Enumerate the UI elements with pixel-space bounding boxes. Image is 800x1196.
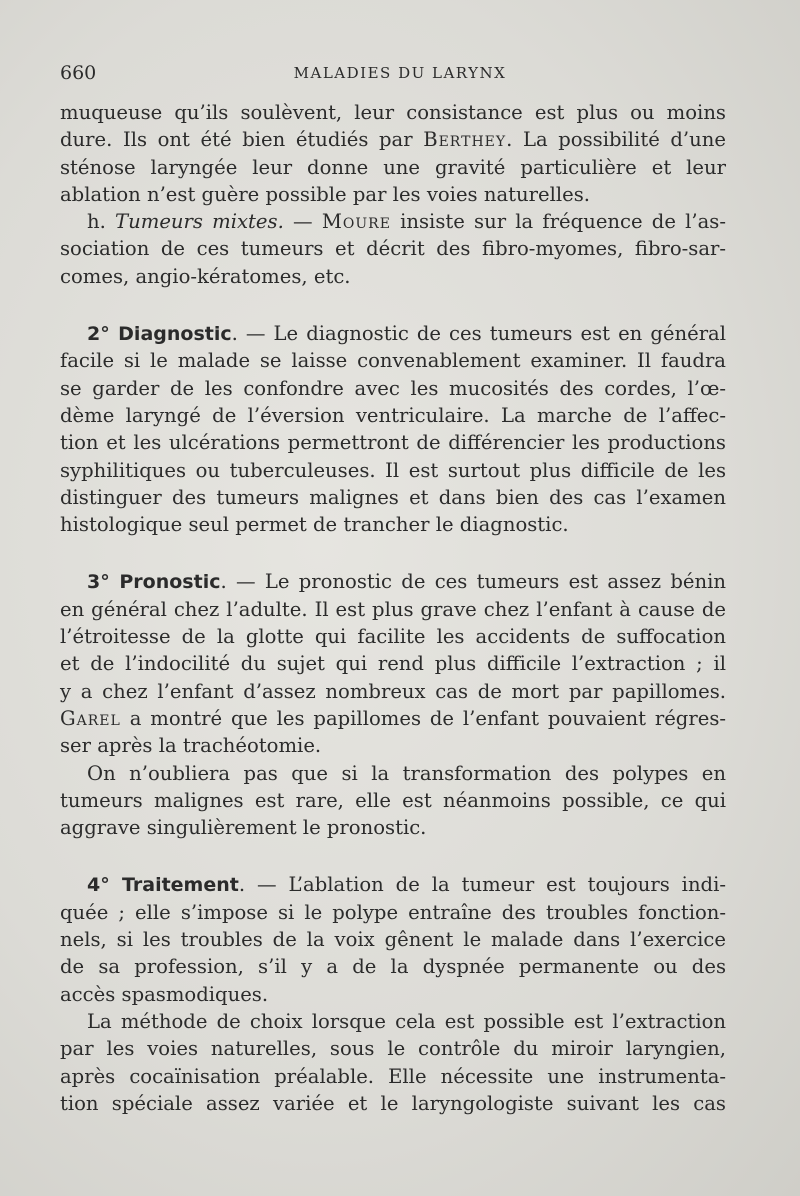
- section-pronostic: [60, 568, 726, 595]
- text-line: tion et les ulcérations permettront de différencier les productions: [60, 431, 726, 455]
- text-line: ser après la trachéotomie.: [60, 734, 322, 758]
- text-run: . — L’ablation de la tumeur est toujours indi-: [238, 873, 726, 897]
- text-run: —: [283, 210, 322, 234]
- author-name: Moure: [321, 210, 391, 234]
- text-line: tion spéciale assez variée et le laryngologiste suivant les cas: [60, 1091, 726, 1115]
- section-heading: 3° Pronostic: [87, 571, 221, 594]
- text-line: nels, si les troubles de la voix gênent le malade dans l’exercice: [60, 928, 726, 952]
- text-line: histologique seul permet de trancher le diagnostic.: [60, 513, 569, 537]
- text-run: a montré que les papillomes de l’enfant pouvaient régres-: [120, 706, 726, 730]
- text-line: l’étroitesse de la glotte qui facilite les accidents de suffocation: [60, 625, 726, 649]
- text-line: muqueuse qu’ils soulèvent, leur consistance est plus ou moins: [60, 101, 726, 124]
- text-line: dème laryngé de l’éversion ventriculaire. La marche de l’affec-: [60, 403, 726, 427]
- section-heading: 2° Diagnostic: [87, 323, 232, 346]
- text-line: comes, angio-kératomes, etc.: [60, 264, 351, 288]
- text-line: accès spasmodiques.: [60, 982, 269, 1006]
- author-name: Berthey: [423, 128, 507, 152]
- text-line: par les voies naturelles, sous le contrôle du miroir laryngien,: [60, 1037, 726, 1061]
- running-head: MALADIES DU LARYNX: [293, 64, 507, 82]
- text-line: après cocaïnisation préalable. Elle nécessite une instrumenta-: [60, 1064, 726, 1088]
- text-line: [60, 126, 726, 153]
- page-header: [60, 62, 740, 86]
- subsection-title: Tumeurs mixtes.: [115, 210, 284, 234]
- text-line: distinguer des tumeurs malignes et dans bien des cas l’examen: [60, 485, 726, 509]
- text-line: y a chez l’enfant d’assez nombreux cas de mort par papillomes.: [60, 679, 726, 703]
- text-run: h.: [87, 210, 116, 234]
- text-run: dure. Ils ont été bien étudiés par: [60, 128, 424, 152]
- text-line: et de l’indocilité du sujet qui rend plus difficile l’extraction ; il: [60, 652, 726, 676]
- text-run: . La possibilité d’une: [506, 128, 726, 152]
- text-line: en général chez l’adulte. Il est plus grave chez l’enfant à cause de: [60, 597, 726, 621]
- text-line: tumeurs malignes est rare, elle est néanmoins possible, ce qui: [60, 788, 726, 812]
- text-line: quée ; elle s’impose si le polype entraîne des troubles fonction-: [60, 900, 726, 924]
- text-line: facile si le malade se laisse convenablement examiner. Il faudra: [60, 349, 726, 373]
- text-line: [60, 208, 726, 235]
- text-line: On n’oubliera pas que si la transformation des polypes en: [87, 761, 726, 785]
- page-number: 660: [60, 62, 97, 84]
- text-line: se garder de les confondre avec les mucosités des cordes, l’œ-: [60, 376, 726, 400]
- section-traitement: [60, 871, 726, 898]
- body-text: [60, 99, 726, 1117]
- author-name: Garel: [60, 706, 121, 730]
- section-diagnostic: [60, 320, 726, 347]
- text-line: La méthode de choix lorsque cela est possible est l’extraction: [87, 1009, 726, 1033]
- section-heading: 4° Traitement: [87, 874, 239, 897]
- text-run: . — Le diagnostic de ces tumeurs est en général: [231, 322, 727, 346]
- text-line: sociation de ces tumeurs et décrit des fibro-myomes, fibro-sar-: [60, 237, 726, 261]
- text-line: aggrave singulièrement le pronostic.: [60, 816, 427, 840]
- text-line: ablation n’est guère possible par les voies naturelles.: [60, 182, 590, 206]
- text-run: . — Le pronostic de ces tumeurs est assez bénin: [220, 570, 727, 594]
- text-line: [60, 705, 726, 732]
- text-line: syphilitiques ou tuberculeuses. Il est surtout plus difficile de les: [60, 458, 726, 482]
- text-line: de sa profession, s’il y a de la dyspnée permanente ou des: [60, 955, 726, 979]
- text-run: insiste sur la fréquence de l’as-: [390, 210, 726, 234]
- text-line: sténose laryngée leur donne une gravité particulière et leur: [60, 155, 726, 179]
